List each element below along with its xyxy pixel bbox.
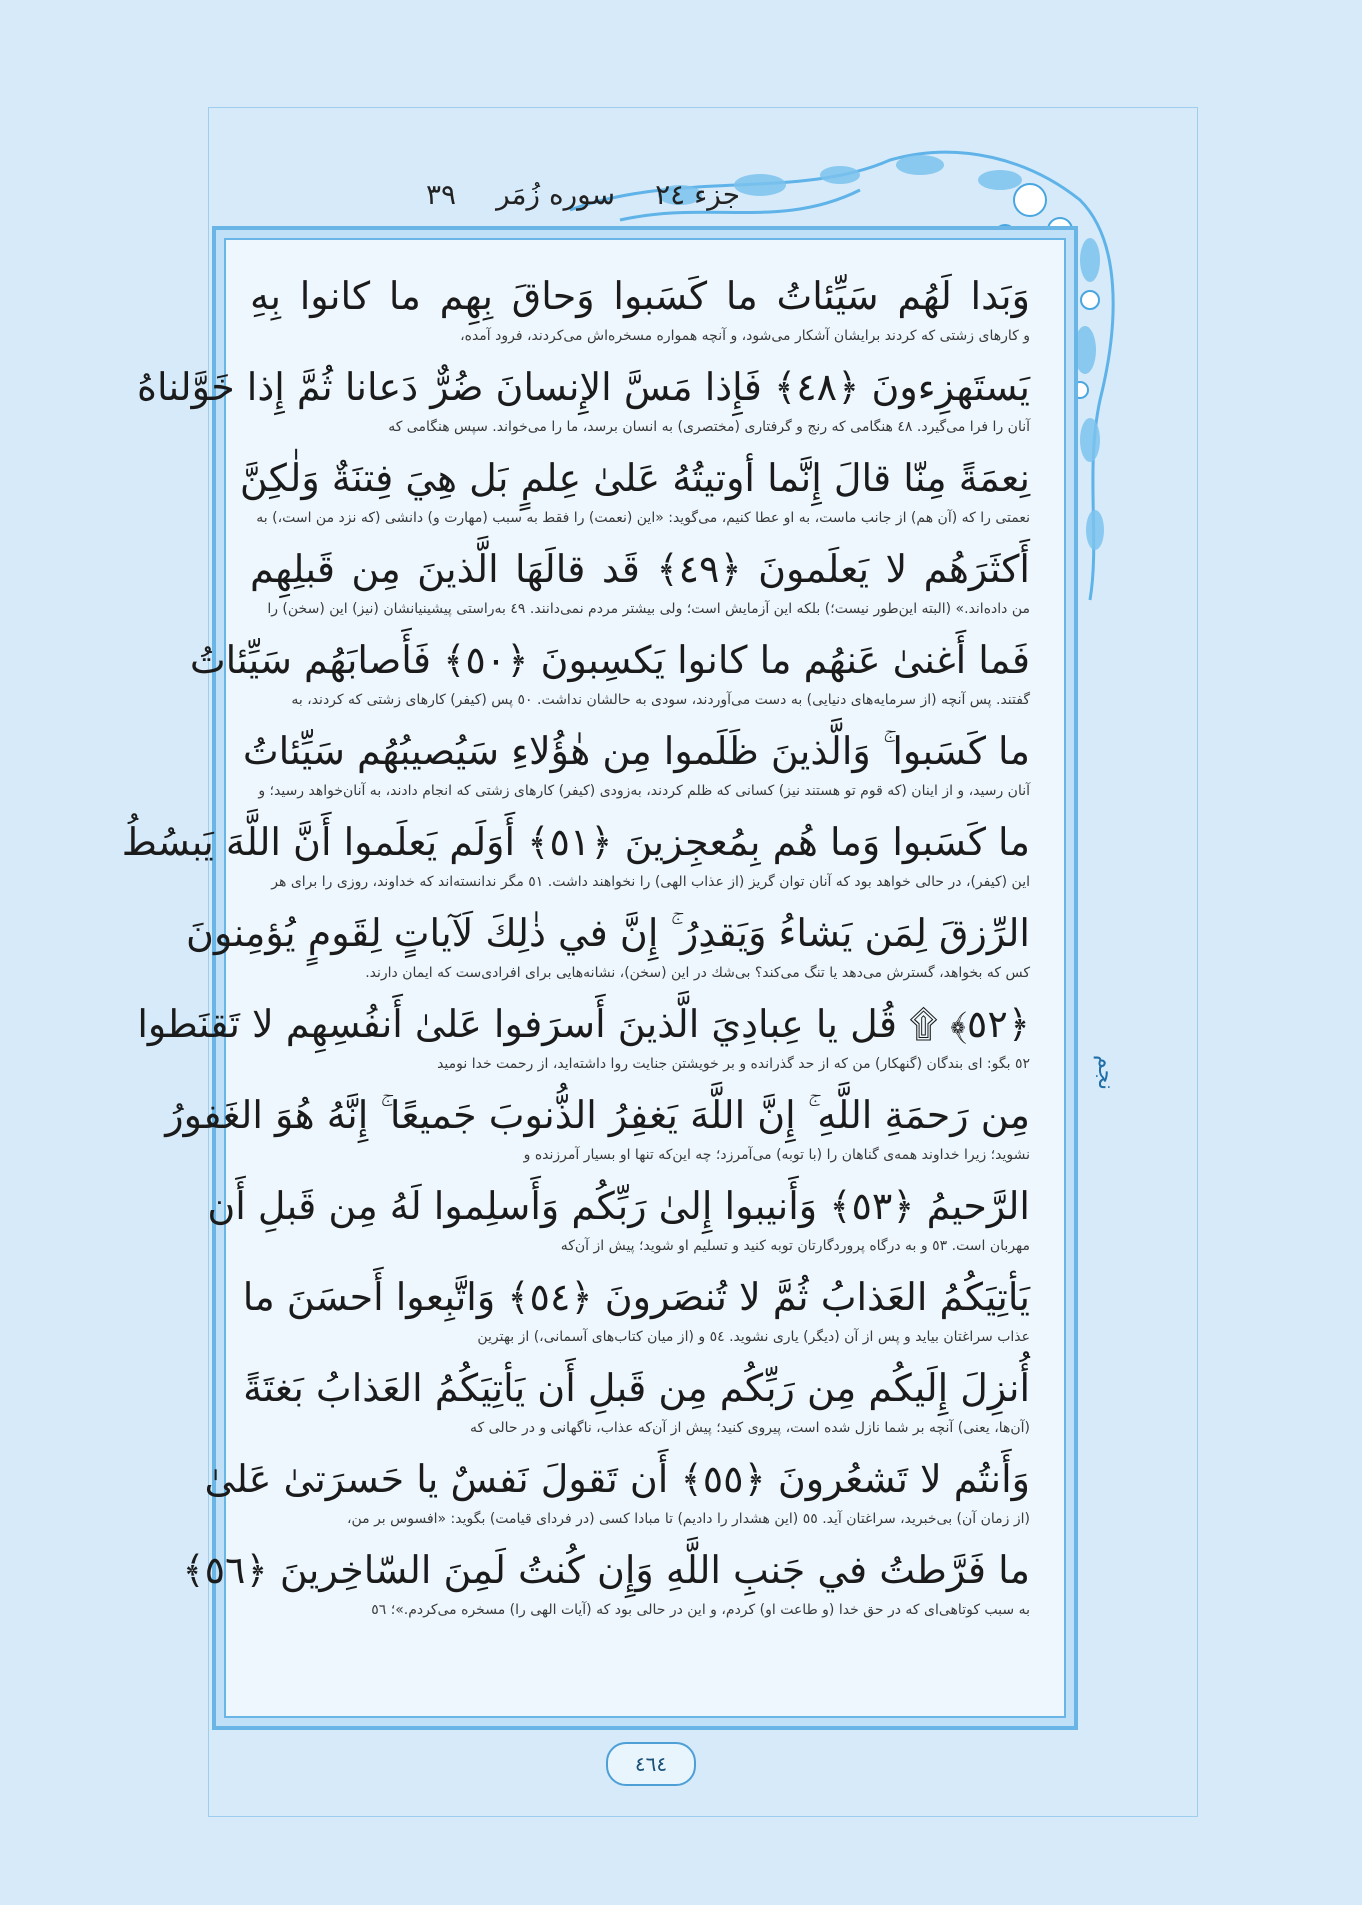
persian-translation: نشوید؛ زیرا خداوند همه‌ی گناهان را (با توبه) می‌آمرزد؛ چه این‌كه تنها او بسیار آمرزنده و (523, 1147, 1030, 1163)
persian-translation: به سبب كوتاهی‌ای كه در حق خدا (و طاعت او) كردم، و این در حالی بود كه (آیات الهی را) مسخره می‌كردم.»؛ ٥٦ (371, 1602, 1030, 1618)
arabic-line: وَأَنتُم لا تَشعُرونَ ﴿٥٥﴾ أَن تَقولَ نَفسٌ يا حَسرَتىٰ عَلىٰ (204, 1457, 1030, 1501)
arabic-line: وَبَدا لَهُم سَيِّئاتُ ما كَسَبوا وَحاقَ بِهِم ما كانوا بِهِ (250, 274, 1030, 318)
arabic-line: يَأتِيَكُمُ العَذابُ ثُمَّ لا تُنصَرونَ ﴿٥٤﴾ وَاتَّبِعوا أَحسَنَ ما (242, 1275, 1030, 1319)
verse-line (137, 996, 1030, 1087)
persian-translation: ٥٢ بگو: ای بندگان (گنهكار) من كه از حد گذرانده و بر خویشتن جنایت روا داشته‌اید، از رحمت خدا نومید (437, 1056, 1030, 1072)
persian-translation: عذاب سراغتان بیاید و پس از آن (دیگر) یاری نشوید. ٥٤ و (از میان كتاب‌های آسمانی،) از بهترین (477, 1329, 1030, 1345)
verse-line (243, 1360, 1030, 1451)
persian-translation: من داده‌اند.» (البته این‌طور نیست؛) بلكه این آزمایش است؛ ولی بیشتر مردم نمی‌دانند. ٤٩ به‌راستی پیشینیانشان (نیز) این (سخن) را (267, 601, 1030, 617)
arabic-line: يَستَهزِءونَ ﴿٤٨﴾ فَإِذا مَسَّ الإِنسانَ ضُرٌّ دَعانا ثُمَّ إِذا خَوَّلناهُ (137, 365, 1030, 409)
arabic-line: مِن رَحمَةِ اللَّهِ ۚ إِنَّ اللَّهَ يَغفِرُ الذُّنوبَ جَميعًا ۚ إِنَّهُ هُوَ الغَفورُ (165, 1093, 1030, 1137)
verse-line (137, 359, 1030, 450)
persian-translation: آنان رسید، و از اینان (كه قوم تو هستند نیز) كسانی كه ظلم كردند، به‌زودی (كیفر) كارهای زشتی كه انجام دادند، به آنان‌خواهد رسید؛ و (258, 783, 1030, 799)
verse-line (121, 814, 1030, 905)
persian-translation: (از زمان آن) بی‌خبرید، سراغتان آید. ٥٥ (این هشدار را دادیم) تا مبادا كسی (در فردای قیامت) بگوید: «افسوس بر من، (346, 1511, 1030, 1527)
arabic-line: ما كَسَبوا ۚ وَالَّذينَ ظَلَموا مِن هٰؤُلاءِ سَيُصيبُهُم سَيِّئاتُ (242, 729, 1030, 773)
arabic-line: الرَّحيمُ ﴿٥٣﴾ وَأَنيبوا إِلىٰ رَبِّكُم وَأَسلِموا لَهُ مِن قَبلِ أَن (207, 1184, 1030, 1228)
verse-line (207, 1178, 1030, 1269)
page-header (380, 172, 740, 216)
verse-line (165, 1087, 1030, 1178)
arabic-line: ما كَسَبوا وَما هُم بِمُعجِزينَ ﴿٥١﴾ أَوَلَم يَعلَموا أَنَّ اللَّهَ يَبسُطُ (121, 820, 1030, 864)
verse-line (182, 1542, 1030, 1633)
arabic-line: فَما أَغنىٰ عَنهُم ما كانوا يَكسِبونَ ﴿٥٠﴾ فَأَصابَهُم سَيِّئاتُ (189, 638, 1030, 682)
hizb-side-marker: نجم (1093, 1054, 1118, 1090)
verse-line (250, 541, 1030, 632)
verse-line (189, 632, 1030, 723)
page-number: ٤٦٤ (606, 1742, 696, 1786)
verse-line (239, 450, 1030, 541)
verse-line (250, 268, 1030, 359)
surah-number: ٣٩ (426, 177, 457, 211)
juz-label: جزء ٢٤ (655, 177, 740, 211)
verse-line (242, 1269, 1030, 1360)
persian-translation: گفتند. پس آنچه (از سرمایه‌های دنیایی) به دست می‌آوردند، سودی به حالشان نداشت. ٥٠ پس (كیفر) كارهای زشتی كه كردند، به (291, 692, 1030, 708)
arabic-line: أَكثَرَهُم لا يَعلَمونَ ﴿٤٩﴾ قَد قالَهَا الَّذينَ مِن قَبلِهِم (250, 547, 1030, 591)
quran-text-block (121, 268, 1030, 1708)
persian-translation: و كارهای زشتی كه كردند برایشان آشكار می‌شود، و آنچه همواره مسخره‌اش می‌كردند، فرود آمده، (460, 328, 1030, 344)
verse-line (242, 723, 1030, 814)
arabic-line: ما فَرَّطتُ في جَنبِ اللَّهِ وَإِن كُنتُ لَمِنَ السّاخِرينَ ﴿٥٦﴾ (182, 1548, 1030, 1592)
arabic-line: ﴿٥٢﴾ ۩ قُل يا عِبادِيَ الَّذينَ أَسرَفوا عَلىٰ أَنفُسِهِم لا تَقنَطوا (137, 1002, 1030, 1046)
persian-translation: (آن‌ها، یعنی) آنچه بر شما نازل شده است، پیروی كنید؛ پیش از آن‌كه عذاب، ناگهانی و در حالی كه (470, 1420, 1030, 1436)
arabic-line: الرِّزقَ لِمَن يَشاءُ وَيَقدِرُ ۚ إِنَّ في ذٰلِكَ لَآياتٍ لِقَومٍ يُؤمِنونَ (186, 911, 1030, 955)
verse-line (186, 905, 1030, 996)
persian-translation: كس كه بخواهد، گسترش می‌دهد یا تنگ می‌كند؟ بی‌شك در این (سخن)، نشانه‌هایی برای افرادی‌ست كه ایمان دارند. (365, 965, 1030, 981)
verse-line (204, 1451, 1030, 1542)
persian-translation: این (كیفر)، در حالی خواهد بود كه آنان توان گریز (از عذاب الهی) را نخواهند داشت. ٥١ مگر ندانسته‌اند كه خداوند، روزی را برای هر (271, 874, 1030, 890)
persian-translation: نعمتی را كه (آن هم) از جانب ماست، به او عطا كنیم، می‌گوید: «این (نعمت) را فقط به سبب (مهارت و) دانشی (كه نزد من است،) به (256, 510, 1030, 526)
surah-name: سوره زُمَر (496, 177, 616, 211)
persian-translation: آنان را فرا می‌گیرد. ٤٨ هنگامی كه رنج و گرفتاری (مختصری) به انسان برسد، ما را می‌خواند. سپس هنگامی كه (388, 419, 1030, 435)
persian-translation: مهربان است. ٥٣ و به درگاه پروردگارتان توبه كنید و تسلیم او شوید؛ پیش از آن‌كه (560, 1238, 1030, 1254)
arabic-line: نِعمَةً مِنّا قالَ إِنَّما أوتيتُهُ عَلىٰ عِلمٍ بَل هِيَ فِتنَةٌ وَلٰكِنَّ (239, 456, 1030, 500)
arabic-line: أُنزِلَ إِلَيكُم مِن رَبِّكُم مِن قَبلِ أَن يَأتِيَكُمُ العَذابُ بَغتَةً (243, 1366, 1030, 1410)
